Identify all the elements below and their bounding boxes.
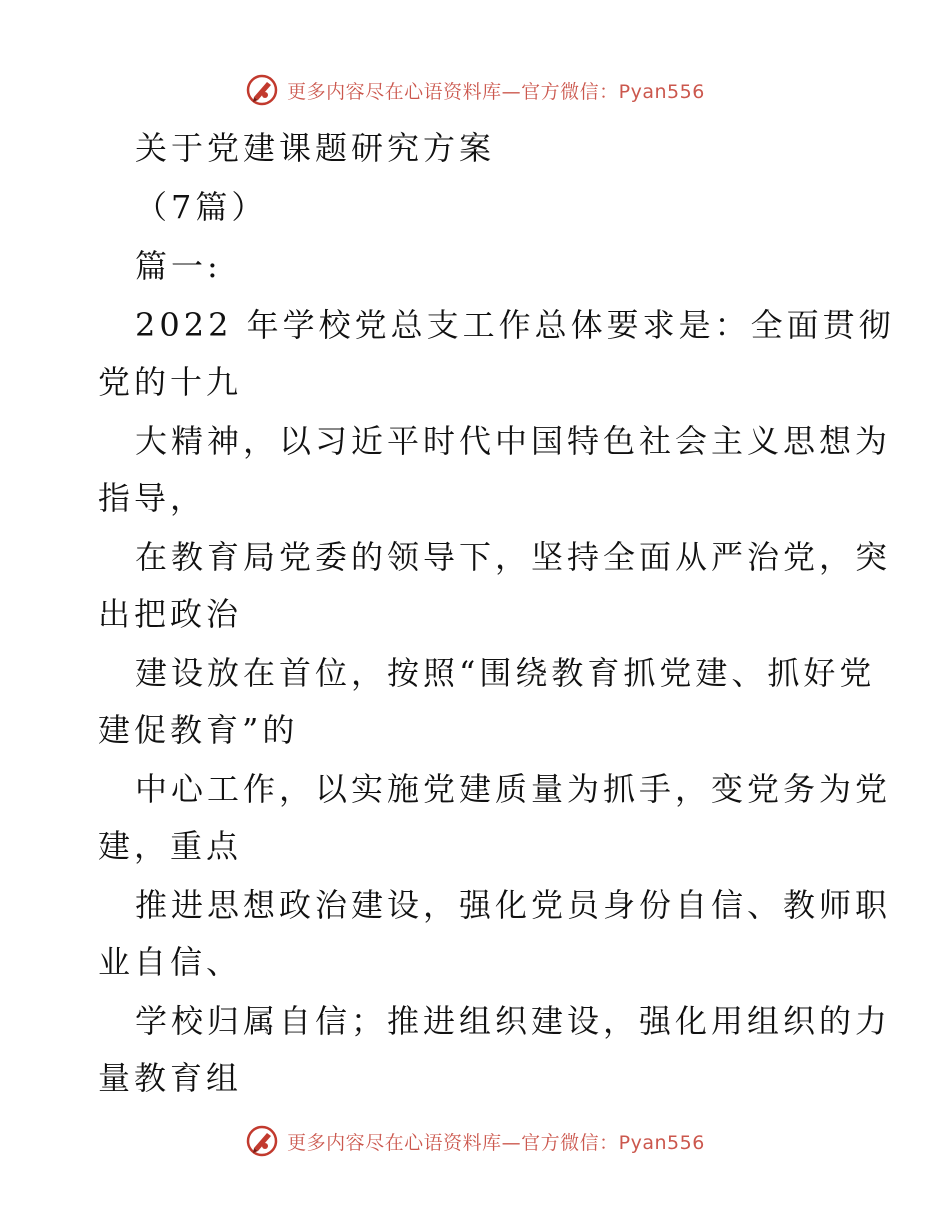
watermark-text: 更多内容尽在心语资料库—官方微信：Pyan556 xyxy=(287,80,705,103)
footer-watermark xyxy=(0,1121,950,1161)
pen-logo-icon xyxy=(245,1124,279,1158)
paragraph-line: 推进思想政治建设，强化党员身份自信、教师职 xyxy=(135,886,892,924)
paragraph-line: 2022 年学校党总支工作总体要求是：全面贯彻 xyxy=(135,306,895,344)
paragraph-line: 建促教育”的 xyxy=(98,711,299,749)
header-watermark xyxy=(0,70,950,110)
watermark-text: 更多内容尽在心语资料库—官方微信：Pyan556 xyxy=(287,1131,705,1154)
paragraph-line: 量教育组 xyxy=(98,1059,243,1097)
pen-logo-icon xyxy=(245,73,279,107)
paragraph-line: 学校归属自信；推进组织建设，强化用组织的力 xyxy=(135,1002,892,1040)
paragraph-line: 建，重点 xyxy=(98,827,243,865)
paragraph-line: 业自信、 xyxy=(98,943,243,981)
paragraph-line: 出把政治 xyxy=(98,595,243,633)
document-subtitle: （7篇） xyxy=(135,188,268,226)
paragraph-line: 大精神，以习近平时代中国特色社会主义思想为 xyxy=(135,422,892,460)
paragraph-line: 党的十九 xyxy=(98,363,243,401)
paragraph-line: 中心工作，以实施党建质量为抓手，变党务为党 xyxy=(135,770,892,808)
document-title: 关于党建课题研究方案 xyxy=(135,129,496,167)
section-heading: 篇一: xyxy=(135,247,222,285)
paragraph-line: 指导， xyxy=(98,479,207,517)
paragraph-line: 建设放在首位，按照“围绕教育抓党建、抓好党 xyxy=(135,654,876,692)
paragraph-line: 在教育局党委的领导下，坚持全面从严治党，突 xyxy=(135,538,892,576)
